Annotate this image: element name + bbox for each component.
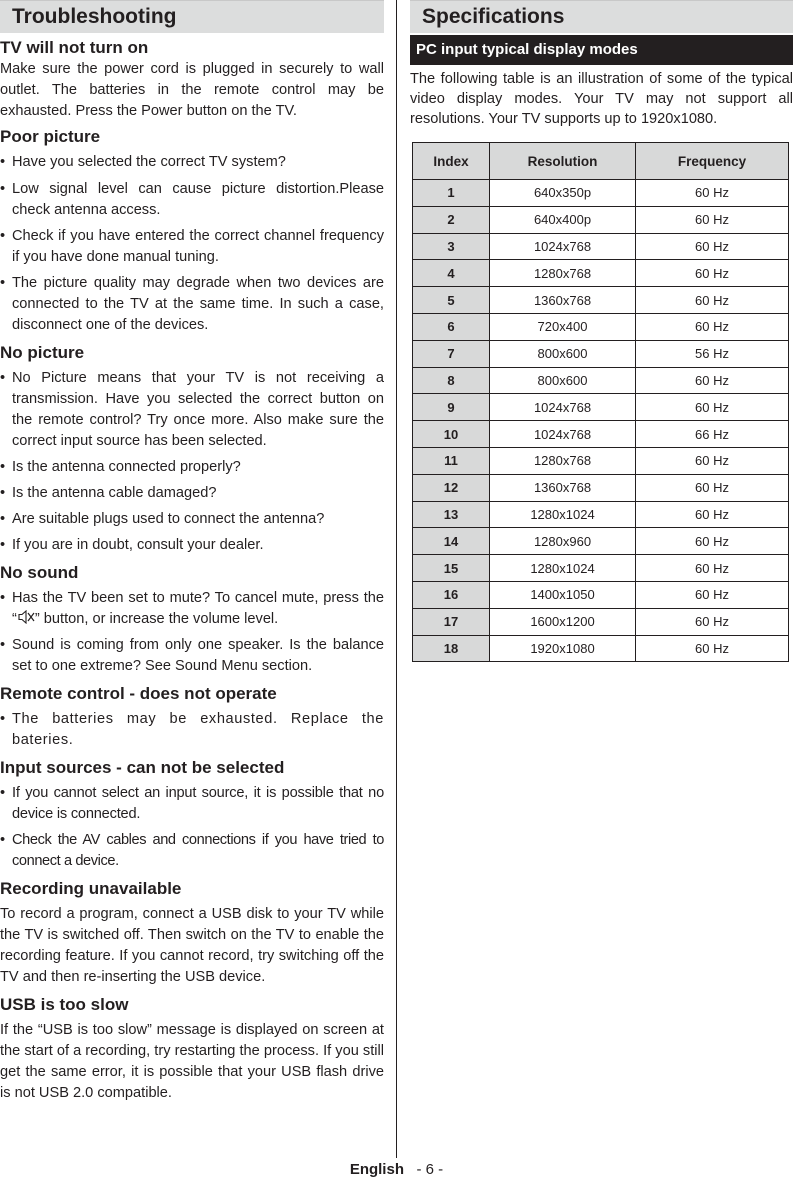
poor-picture-list xyxy=(0,152,384,336)
table-row xyxy=(413,635,789,662)
list-item: • The picture quality may degrade when two devices are connected to the TV at the same time. In such a case, disconnect one of the devices. xyxy=(0,275,384,333)
bullet-icon: • xyxy=(0,154,6,170)
table-row xyxy=(413,555,789,582)
cell-index: 2 xyxy=(413,206,490,233)
table-row xyxy=(413,394,789,421)
input-list xyxy=(0,783,384,872)
cell-index: 6 xyxy=(413,313,490,340)
cell-index: 14 xyxy=(413,528,490,555)
list-item: • The batteries may be exhausted. Replace the bateries. xyxy=(0,711,384,748)
specifications-column xyxy=(410,0,793,700)
cell-resolution: 1024x768 xyxy=(490,233,636,260)
usb-slow-heading: USB is too slow xyxy=(0,995,129,1014)
cell-resolution: 1600x1200 xyxy=(490,608,636,635)
table-body xyxy=(413,180,789,662)
table-row xyxy=(413,313,789,340)
bullet-icon: • xyxy=(0,370,6,386)
list-item: • Low signal level can cause picture distortion.Please check antenna access. xyxy=(0,181,384,218)
specifications-intro: The following table is an illustration of some of the typical video display modes. Your TV may not support all resolutions. Your TV supports up to 1920x1080. xyxy=(410,71,793,127)
cell-frequency: 60 Hz xyxy=(636,260,789,287)
cell-index: 8 xyxy=(413,367,490,394)
table-row xyxy=(413,367,789,394)
bullet-icon: • xyxy=(0,590,6,606)
cell-frequency: 60 Hz xyxy=(636,287,789,314)
cell-index: 10 xyxy=(413,421,490,448)
no-picture-heading: No picture xyxy=(0,343,85,362)
page-footer xyxy=(0,1160,793,1180)
cell-frequency: 60 Hz xyxy=(636,233,789,260)
troubleshooting-title: Troubleshooting xyxy=(0,0,384,33)
cell-index: 17 xyxy=(413,608,490,635)
list-item: • If you are in doubt, consult your dealer. xyxy=(0,535,384,556)
cell-frequency: 60 Hz xyxy=(636,367,789,394)
table-row xyxy=(413,180,789,207)
cell-frequency: 60 Hz xyxy=(636,180,789,207)
cell-index: 3 xyxy=(413,233,490,260)
column-header-index: Index xyxy=(413,143,490,180)
table-row xyxy=(413,581,789,608)
cell-frequency: 60 Hz xyxy=(636,206,789,233)
cell-frequency: 66 Hz xyxy=(636,421,789,448)
mute-icon xyxy=(17,610,35,624)
bullet-icon: • xyxy=(0,537,6,553)
list-item: • Have you selected the correct TV system? xyxy=(0,152,384,173)
list-item: • If you cannot select an input source, it is possible that no device is connected. xyxy=(0,785,384,822)
cell-resolution: 640x350p xyxy=(490,180,636,207)
cell-frequency: 56 Hz xyxy=(636,340,789,367)
cell-index: 5 xyxy=(413,287,490,314)
cell-resolution: 1280x960 xyxy=(490,528,636,555)
cell-frequency: 60 Hz xyxy=(636,635,789,662)
page-number: - 6 - xyxy=(416,1161,444,1178)
cell-resolution: 1024x768 xyxy=(490,394,636,421)
column-divider xyxy=(396,0,397,1158)
cell-index: 13 xyxy=(413,501,490,528)
list-item: • Are suitable plugs used to connect the antenna? xyxy=(0,509,384,530)
cell-resolution: 720x400 xyxy=(490,313,636,340)
table-row xyxy=(413,608,789,635)
cell-frequency: 60 Hz xyxy=(636,581,789,608)
bullet-icon: • xyxy=(0,485,6,501)
list-item: • Check the AV cables and connections if you have tried to connect a device. xyxy=(0,832,384,869)
cell-index: 12 xyxy=(413,474,490,501)
troubleshooting-column xyxy=(0,0,384,1104)
cell-frequency: 60 Hz xyxy=(636,394,789,421)
table-row xyxy=(413,528,789,555)
cell-resolution: 1280x1024 xyxy=(490,555,636,582)
list-item: • No Picture means that your TV is not receiving a transmission. Have you selected the correct button on the remote control? Try once more. Also make sure the correct input source has been selected. xyxy=(0,370,384,449)
cell-frequency: 60 Hz xyxy=(636,608,789,635)
column-header-resolution: Resolution xyxy=(490,143,636,180)
cell-index: 18 xyxy=(413,635,490,662)
usb-slow-text: If the “USB is too slow” message is displayed on screen at the start of a recording, try restarting the process. If you still get the same error, it is possible that your USB flash drive is not USB 2.0 compatible. xyxy=(0,1022,384,1101)
cell-index: 7 xyxy=(413,340,490,367)
bullet-icon: • xyxy=(0,511,6,527)
cell-resolution: 1400x1050 xyxy=(490,581,636,608)
list-item: • Is the antenna connected properly? xyxy=(0,457,384,478)
footer-language: English xyxy=(349,1161,404,1178)
cell-frequency: 60 Hz xyxy=(636,447,789,474)
bullet-icon: • xyxy=(0,181,6,197)
no-sound-heading: No sound xyxy=(0,563,79,582)
input-heading: Input sources - can not be selected xyxy=(0,758,285,777)
table-row xyxy=(413,501,789,528)
table-row xyxy=(413,287,789,314)
table-row xyxy=(413,447,789,474)
cell-frequency: 60 Hz xyxy=(636,528,789,555)
bullet-icon: • xyxy=(0,228,6,244)
cell-resolution: 1360x768 xyxy=(490,287,636,314)
table-row xyxy=(413,340,789,367)
no-sound-list xyxy=(0,588,384,677)
list-item: • Is the antenna cable damaged? xyxy=(0,483,384,504)
column-header-frequency: Frequency xyxy=(636,143,789,180)
bullet-icon: • xyxy=(0,711,6,727)
poor-picture-heading: Poor picture xyxy=(0,127,101,146)
cell-resolution: 1280x768 xyxy=(490,447,636,474)
tv-not-on-text: Make sure the power cord is plugged in securely to wall outlet. The batteries in the remote control may be exhausted. Press the Power button on the TV. xyxy=(0,61,384,119)
cell-frequency: 60 Hz xyxy=(636,474,789,501)
table-row xyxy=(413,206,789,233)
cell-resolution: 1280x1024 xyxy=(490,501,636,528)
cell-resolution: 640x400p xyxy=(490,206,636,233)
recording-text: To record a program, connect a USB disk to your TV while the TV is switched off. Then switch on the TV to enable the recording feature. If you cannot record, try switching off the TV and then re-inserting the USB device. xyxy=(0,906,384,985)
cell-index: 11 xyxy=(413,447,490,474)
cell-resolution: 1360x768 xyxy=(490,474,636,501)
table-row xyxy=(413,233,789,260)
cell-index: 4 xyxy=(413,260,490,287)
tv-not-on-heading: TV will not turn on xyxy=(0,38,149,57)
recording-heading: Recording unavailable xyxy=(0,879,182,898)
cell-frequency: 60 Hz xyxy=(636,555,789,582)
cell-index: 1 xyxy=(413,180,490,207)
cell-resolution: 1920x1080 xyxy=(490,635,636,662)
cell-resolution: 1024x768 xyxy=(490,421,636,448)
table-header-row xyxy=(413,143,789,180)
cell-resolution: 800x600 xyxy=(490,367,636,394)
table-row xyxy=(413,421,789,448)
cell-frequency: 60 Hz xyxy=(636,501,789,528)
remote-heading: Remote control - does not operate xyxy=(0,684,277,703)
list-item: • Has the TV been set to mute? To cancel mute, press the “ ” button, or increase the volume level. xyxy=(0,590,384,627)
specifications-title: Specifications xyxy=(410,0,793,33)
bullet-icon: • xyxy=(0,785,5,801)
table-row xyxy=(413,474,789,501)
cell-resolution: 1280x768 xyxy=(490,260,636,287)
bullet-icon: • xyxy=(0,637,6,653)
bullet-icon: • xyxy=(0,832,5,848)
pc-modes-heading: PC input typical display modes xyxy=(410,35,793,65)
cell-index: 9 xyxy=(413,394,490,421)
cell-frequency: 60 Hz xyxy=(636,313,789,340)
list-item: • Check if you have entered the correct channel frequency if you have done manual tuning. xyxy=(0,228,384,265)
display-modes-table xyxy=(412,142,789,662)
list-item: • Sound is coming from only one speaker. Is the balance set to one extreme? See Sound Menu section. xyxy=(0,637,384,674)
bullet-icon: • xyxy=(0,275,6,291)
cell-resolution: 800x600 xyxy=(490,340,636,367)
cell-index: 15 xyxy=(413,555,490,582)
no-picture-list xyxy=(0,368,384,556)
cell-index: 16 xyxy=(413,581,490,608)
table-row xyxy=(413,260,789,287)
bullet-icon: • xyxy=(0,459,6,475)
